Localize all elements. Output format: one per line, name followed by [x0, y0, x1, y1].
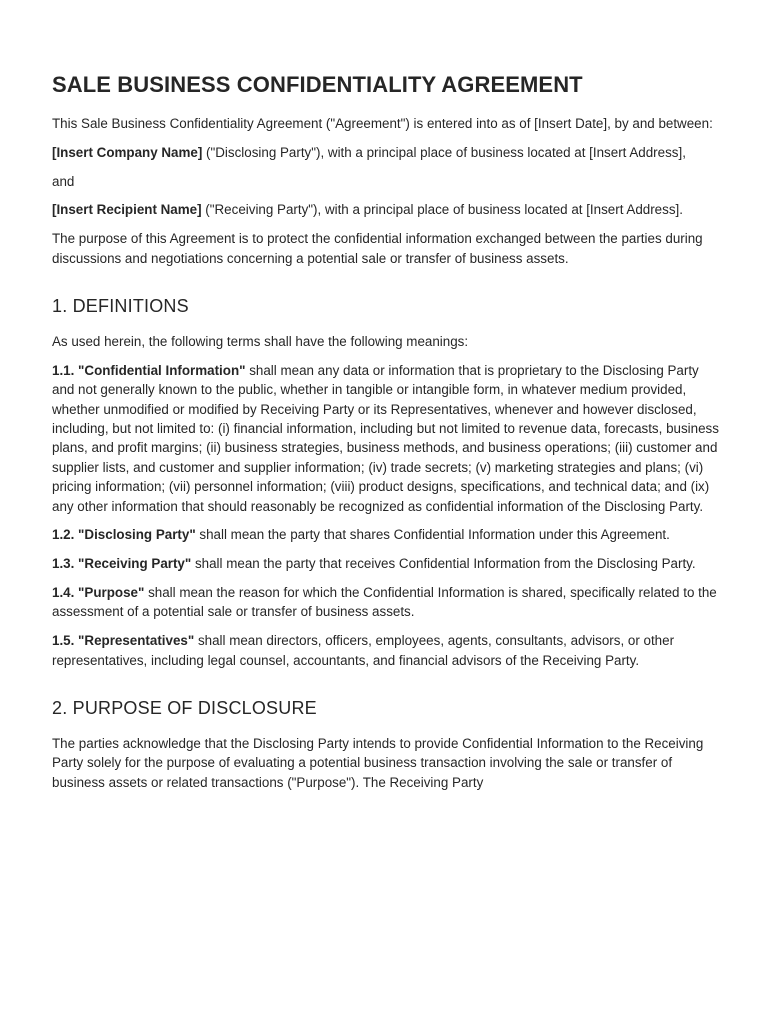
disclosing-party-name: [Insert Company Name]	[52, 144, 203, 160]
definitions-lead: As used herein, the following terms shall have the following meanings:	[52, 334, 469, 349]
definition-item	[52, 631, 720, 670]
and-paragraph: and	[52, 173, 75, 189]
intro-paragraph: This Sale Business Confidentiality Agreement ("Agreement") is entered into as of [Insert Date], by and between:	[52, 116, 713, 131]
document-title: SALE BUSINESS CONFIDENTIALITY AGREEMENT	[52, 72, 583, 97]
definition-text: shall mean the reason for which the Confidential Information is shared, specifically related to the assessment of a potential sale or transfer of business assets.	[52, 585, 717, 620]
purpose-paragraph: The purpose of this Agreement is to protect the confidential information exchanged between the parties during discussions and negotiations concerning a potential sale or transfer of business assets.	[52, 231, 703, 266]
definition-term: 1.3. "Receiving Party"	[52, 556, 192, 572]
document-page	[52, 70, 720, 802]
definition-term: 1.2. "Disclosing Party"	[52, 527, 196, 543]
definition-item	[52, 525, 720, 544]
definition-text: shall mean any data or information that is proprietary to the Disclosing Party and not generally known to the public, whether in tangible or intangible form, in whatever medium provided, whether unmodified or modified by Receiving Party or its Representatives, whenever and however disclosed, including, but not limited to: (i) financial information, including but not limited to revenue data, forecasts, business plans, and profit margins; (ii) business strategies, business methods, and business operations; (iii) customer and supplier lists, and customer and supplier information; (iv) trade secrets; (v) marketing strategies and plans; (vi) pricing information; (vii) personnel information; (viii) product designs, specifications, and technical data; and (ix) any other information that should reasonably be recognized as confidential information of the Disclosing Party.	[52, 362, 719, 514]
disclosing-party-paragraph	[52, 143, 720, 162]
definition-text: shall mean the party that shares Confidential Information under this Agreement.	[195, 527, 670, 543]
definition-term: 1.1. "Confidential Information"	[52, 362, 246, 378]
receiving-party-paragraph	[52, 200, 720, 219]
receiving-party-text: ("Receiving Party"), with a principal place of business located at [Insert Address].	[201, 202, 683, 218]
definition-text: shall mean the party that receives Confidential Information from the Disclosing Party.	[191, 556, 696, 572]
definition-text: shall mean directors, officers, employees, agents, consultants, advisors, or other representatives, including legal counsel, accountants, and financial advisors of the Receiving Party.	[52, 633, 675, 668]
receiving-party-name: [Insert Recipient Name]	[52, 202, 202, 218]
definition-item	[52, 361, 720, 516]
purpose-of-disclosure-text: The parties acknowledge that the Disclosing Party intends to provide Confidential Information to the Receiving Party solely for the purpose of evaluating a potential business transaction involving the sale or transfer of business assets or related transactions ("Purpose"). The Receiving Party	[52, 736, 704, 790]
definition-item	[52, 554, 720, 573]
disclosing-party-text: ("Disclosing Party"), with a principal place of business located at [Insert Address],	[202, 144, 686, 160]
definition-term: 1.5. "Representatives"	[52, 633, 195, 649]
definition-term: 1.4. "Purpose"	[52, 585, 145, 601]
section-heading-definitions: 1. DEFINITIONS	[52, 296, 189, 316]
definition-item	[52, 583, 720, 622]
section-heading-purpose-of-disclosure: 2. PURPOSE OF DISCLOSURE	[52, 698, 317, 719]
